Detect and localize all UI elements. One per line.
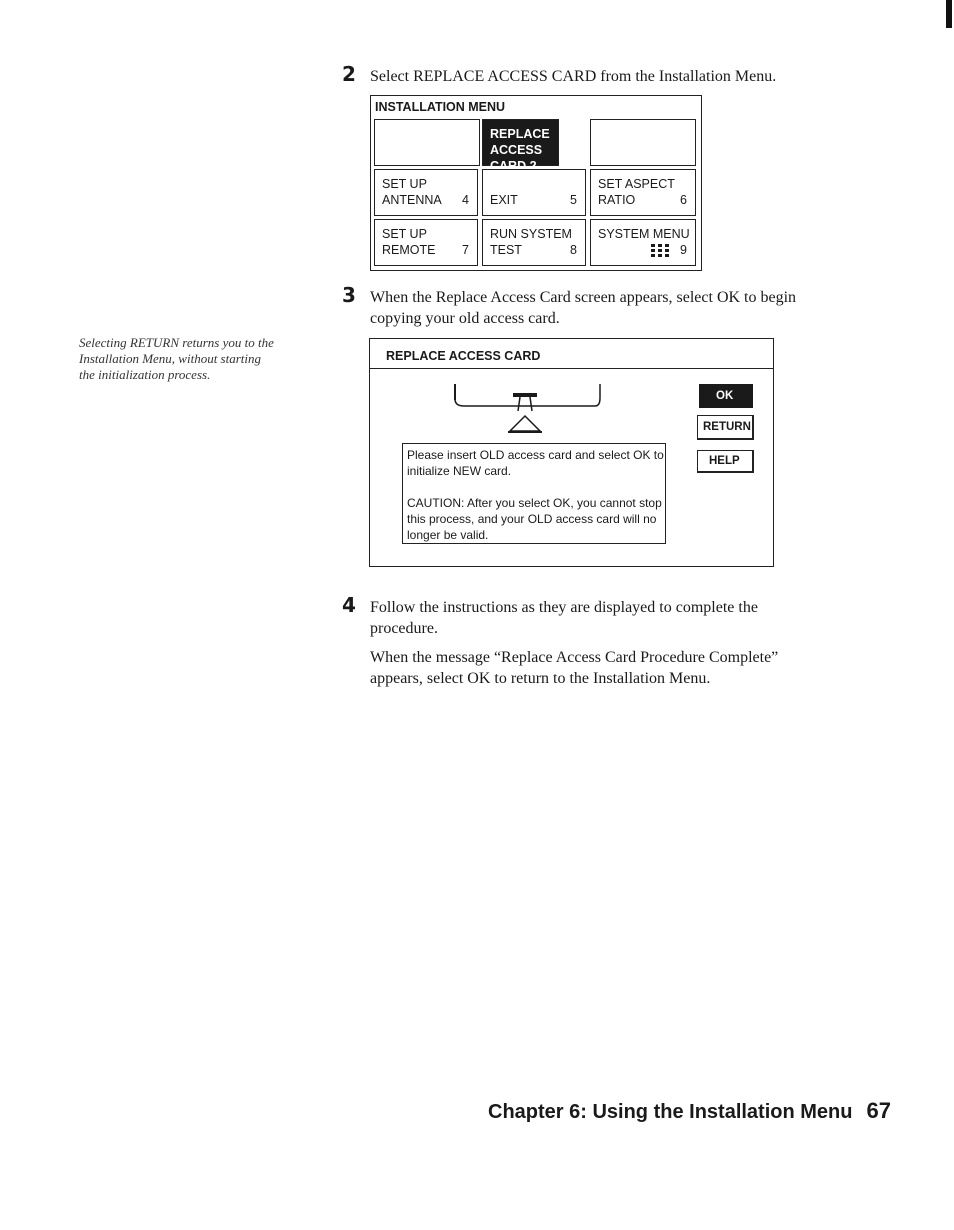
menu-item-label: RUN SYSTEM: [490, 227, 572, 241]
title-divider: [370, 368, 773, 369]
menu-item-number: 8: [570, 243, 577, 257]
caution-text: CAUTION: After you select OK, you cannot stop this process, and your OLD access card will no longer be valid.: [407, 496, 662, 542]
menu-item-set-up-remote[interactable]: [374, 219, 478, 266]
page-number: 67: [866, 1098, 891, 1123]
card-slot-icon: [452, 382, 602, 434]
menu-item-label: EXIT: [490, 193, 518, 207]
menu-item-number: 4: [462, 193, 469, 207]
installation-menu-title: INSTALLATION MENU: [375, 100, 506, 114]
menu-item-set-aspect-ratio[interactable]: [590, 169, 696, 216]
help-button[interactable]: HELP: [697, 450, 754, 473]
menu-item-number: 9: [680, 243, 687, 257]
step-number: 3: [342, 283, 356, 307]
installation-menu: [370, 95, 702, 271]
instruction-box: [402, 443, 666, 544]
menu-item-number: 6: [680, 193, 687, 207]
menu-item-label: TEST: [490, 243, 522, 257]
menu-item-label: SET ASPECT: [598, 177, 675, 191]
menu-item-set-up-antenna[interactable]: [374, 169, 478, 216]
instruction-text: Please insert OLD access card and select OK to initialize NEW card.: [407, 448, 664, 478]
menu-empty-cell: [590, 119, 696, 166]
side-note: Selecting RETURN returns you to the Installation Menu, without starting the initialization process.: [79, 335, 274, 382]
ok-button[interactable]: OK: [699, 384, 753, 408]
menu-item-run-system-test[interactable]: [482, 219, 586, 266]
step-text: Select REPLACE ACCESS CARD from the Installation Menu.: [370, 68, 777, 85]
return-button[interactable]: RETURN: [697, 415, 754, 440]
step-number: 4: [342, 593, 356, 617]
menu-item-label: REPLACE: [490, 127, 550, 141]
menu-item-replace-access-card[interactable]: [482, 119, 559, 173]
menu-item-label: REMOTE: [382, 243, 436, 257]
menu-item-system-menu[interactable]: [590, 219, 696, 266]
menu-item-label: RATIO: [598, 193, 636, 207]
menu-item-label: SYSTEM MENU: [598, 227, 690, 241]
step-text: Follow the instructions as they are displayed to complete the procedure.: [370, 599, 758, 637]
menu-item-number: 5: [570, 193, 577, 207]
menu-empty-cell: [374, 119, 480, 166]
page-footer: [488, 1098, 891, 1124]
menu-item-label: SET UP: [382, 177, 427, 191]
replace-access-card-screen: [369, 338, 774, 567]
menu-item-label: ANTENNA: [382, 193, 442, 207]
menu-item-exit[interactable]: [482, 169, 586, 216]
step-number: 2: [342, 62, 356, 86]
screen-title: REPLACE ACCESS CARD: [386, 349, 541, 363]
step-followup-text: When the message “Replace Access Card Procedure Complete” appears, select OK to return to the Installation Menu.: [370, 649, 779, 687]
menu-item-number: 7: [462, 243, 469, 257]
menu-item-label: ACCESS CARD 2: [490, 143, 543, 173]
chapter-title: Chapter 6: Using the Installation Menu: [488, 1101, 853, 1123]
grid-icon: [651, 244, 669, 257]
menu-item-label: SET UP: [382, 227, 427, 241]
page-edge-mark: [946, 0, 952, 28]
step-text: When the Replace Access Card screen appears, select OK to begin copying your old access card.: [370, 289, 797, 327]
